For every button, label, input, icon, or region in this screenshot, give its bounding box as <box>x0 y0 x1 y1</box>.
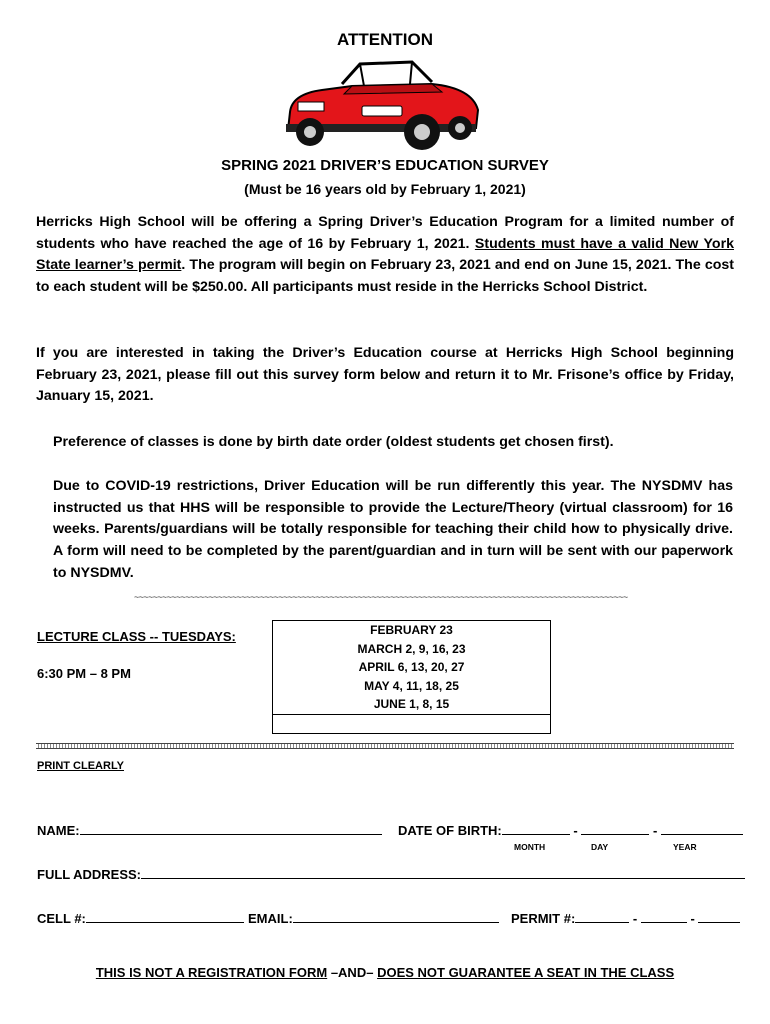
permit-line-3[interactable] <box>698 910 740 923</box>
lecture-class-label: LECTURE CLASS -- TUESDAYS: <box>37 629 236 644</box>
day-label: DAY <box>591 842 609 852</box>
preference-note: Preference of classes is done by birth date order (oldest students get chosen first). <box>53 434 614 450</box>
lecture-time: 6:30 PM – 8 PM <box>37 666 131 681</box>
dob-day-line[interactable] <box>581 822 649 835</box>
survey-title: SPRING 2021 DRIVER’S EDUCATION SURVEY <box>221 157 549 174</box>
email-field[interactable]: EMAIL: <box>248 910 499 926</box>
program-description: Herricks High School will be offering a Spring Driver’s Education Program for a limited number of students who have reached the age of 16 by February 1, 2021. Students must have a valid New York State learner’s permit. The program will begin on February 23, 2021 and end on June 15, 2021. The cost to each student will be $250.00. All participants must reside in the Herricks School District. <box>36 214 735 296</box>
tilde-separator: ~~~~~~~~~~~~~~~~~~~~~~~~~~~~~~~~~~~~~~~~~~~~~~~~~~~~~~~~~~~~~~~~~~~~~~~~~~~~~~~~~~~~~~~~~~~~~~~~~~~~~~~~~~ <box>134 592 628 602</box>
return-instructions: If you are interested in taking the Driver’s Education course at Herricks High School beginning February 23, 2021, please fill out this survey form below and return it to Mr. Frisone’s office by Friday, January 15, 2021. <box>36 345 734 405</box>
date-cell: FEBRUARY 23 <box>273 621 551 640</box>
disclaimer-footer: THIS IS NOT A REGISTRATION FORM –AND– DOES NOT GUARANTEE A SEAT IN THE CLASS <box>95 965 675 980</box>
page-title: ATTENTION <box>336 30 433 49</box>
month-label: MONTH <box>514 842 546 852</box>
date-cell: MARCH 2, 9, 16, 23 <box>273 640 551 659</box>
lecture-dates-table <box>272 620 551 734</box>
address-line[interactable] <box>141 866 745 879</box>
full-address-field[interactable]: FULL ADDRESS: <box>37 866 745 882</box>
cell-line[interactable] <box>86 910 244 923</box>
permit-field[interactable]: PERMIT #: - - <box>511 910 740 926</box>
covid-note: Due to COVID-19 restrictions, Driver Education will be run differently this year. The NYSDMV has instructed us that HHS will be responsible to provide the Lecture/Theory (virtual classroom) for 16 weeks. Parents/guardians will be totally responsible for teaching their child how to physically drive. A form will need to be completed by the parent/guardian and in turn will be sent with our paperwork to NYSDMV. <box>53 478 733 581</box>
year-label: YEAR <box>673 842 697 852</box>
date-cell: MAY 4, 11, 18, 25 <box>273 677 551 696</box>
permit-line-1[interactable] <box>575 910 629 923</box>
name-field[interactable]: NAME: <box>37 822 382 838</box>
permit-line-2[interactable] <box>641 910 687 923</box>
name-line[interactable] <box>80 822 382 835</box>
print-clearly-label: PRINT CLEARLY <box>37 760 124 772</box>
dob-year-line[interactable] <box>661 822 743 835</box>
date-cell: JUNE 1, 8, 15 <box>273 695 551 714</box>
double-line-separator <box>36 743 734 749</box>
date-of-birth-field[interactable]: DATE OF BIRTH: - - <box>398 822 743 838</box>
date-cell: APRIL 6, 13, 20, 27 <box>273 658 551 677</box>
red-convertible-car-icon <box>282 54 482 154</box>
permit-requirement: Students must have a valid New York State learner’s permit <box>36 235 735 274</box>
age-requirement: (Must be 16 years old by February 1, 2021) <box>244 181 526 197</box>
dob-month-line[interactable] <box>502 822 570 835</box>
cell-field[interactable]: CELL #: <box>37 910 244 926</box>
email-line[interactable] <box>293 910 499 923</box>
date-cell <box>273 714 551 734</box>
